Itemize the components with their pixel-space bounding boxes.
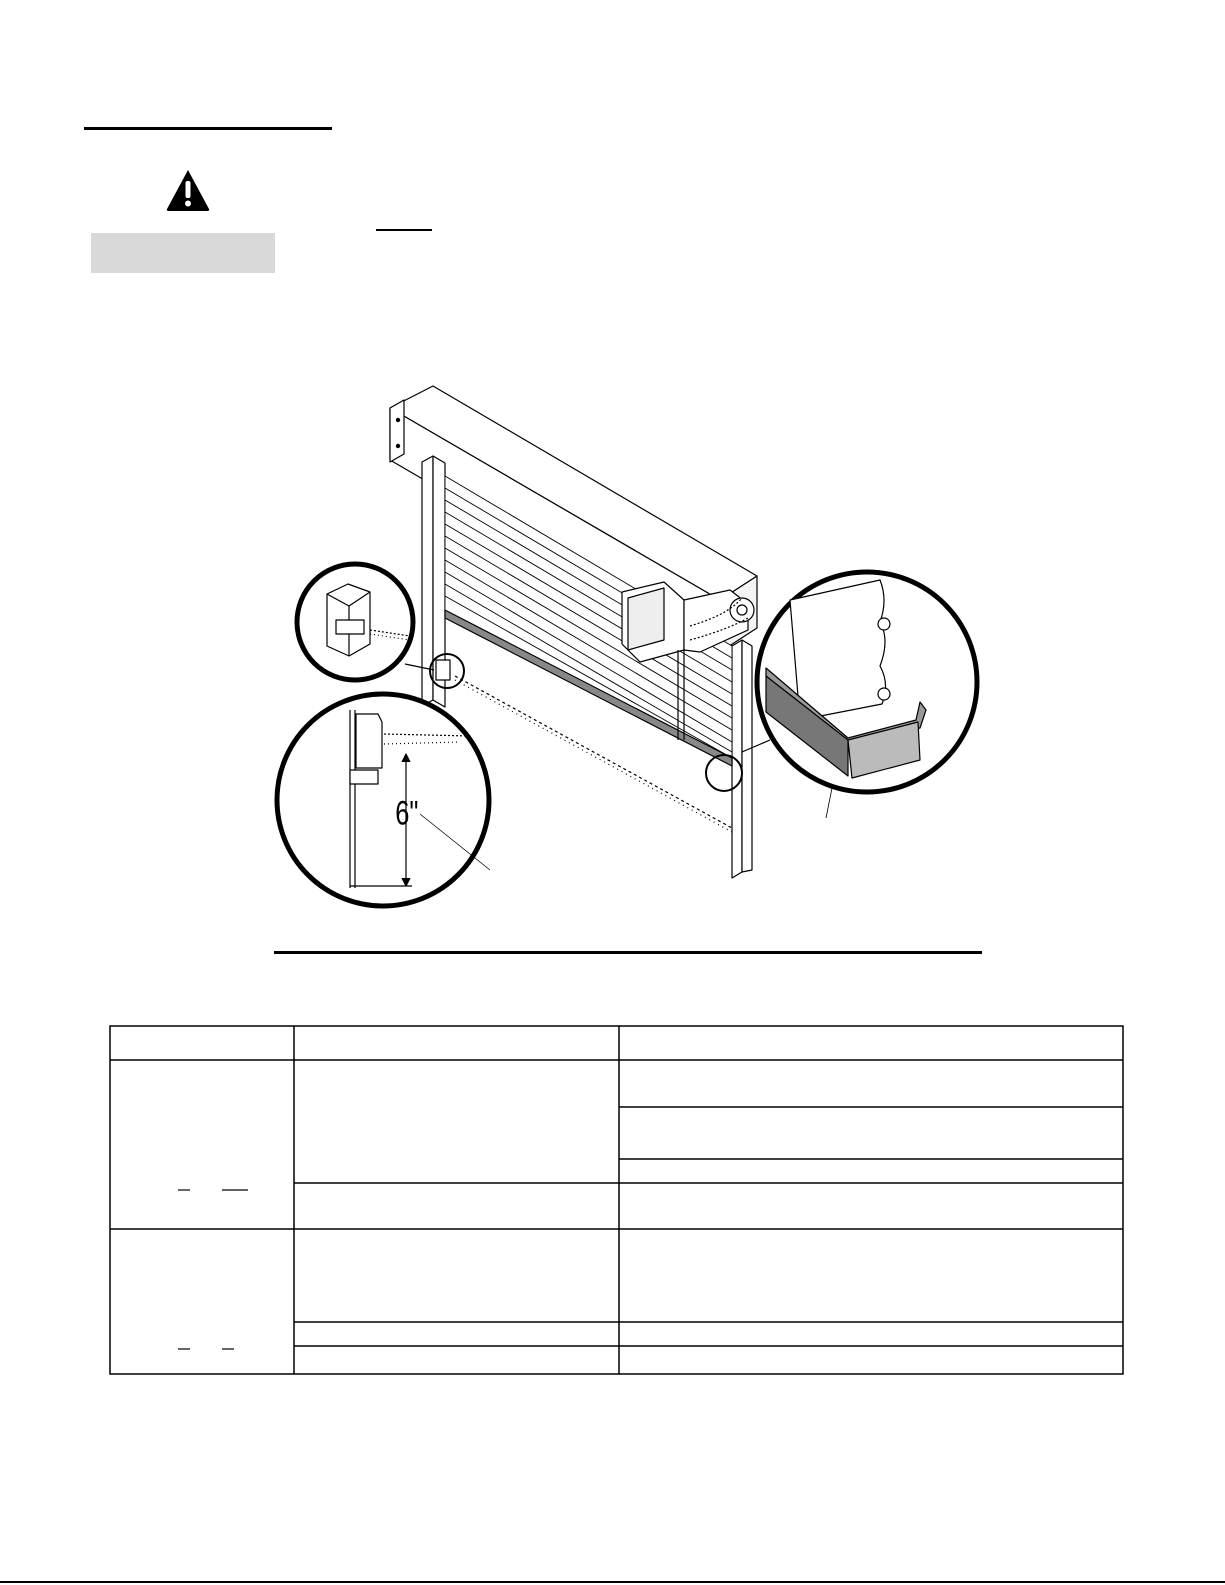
dimension-label: 6" [395, 794, 419, 833]
footer-rule [0, 1581, 1225, 1583]
